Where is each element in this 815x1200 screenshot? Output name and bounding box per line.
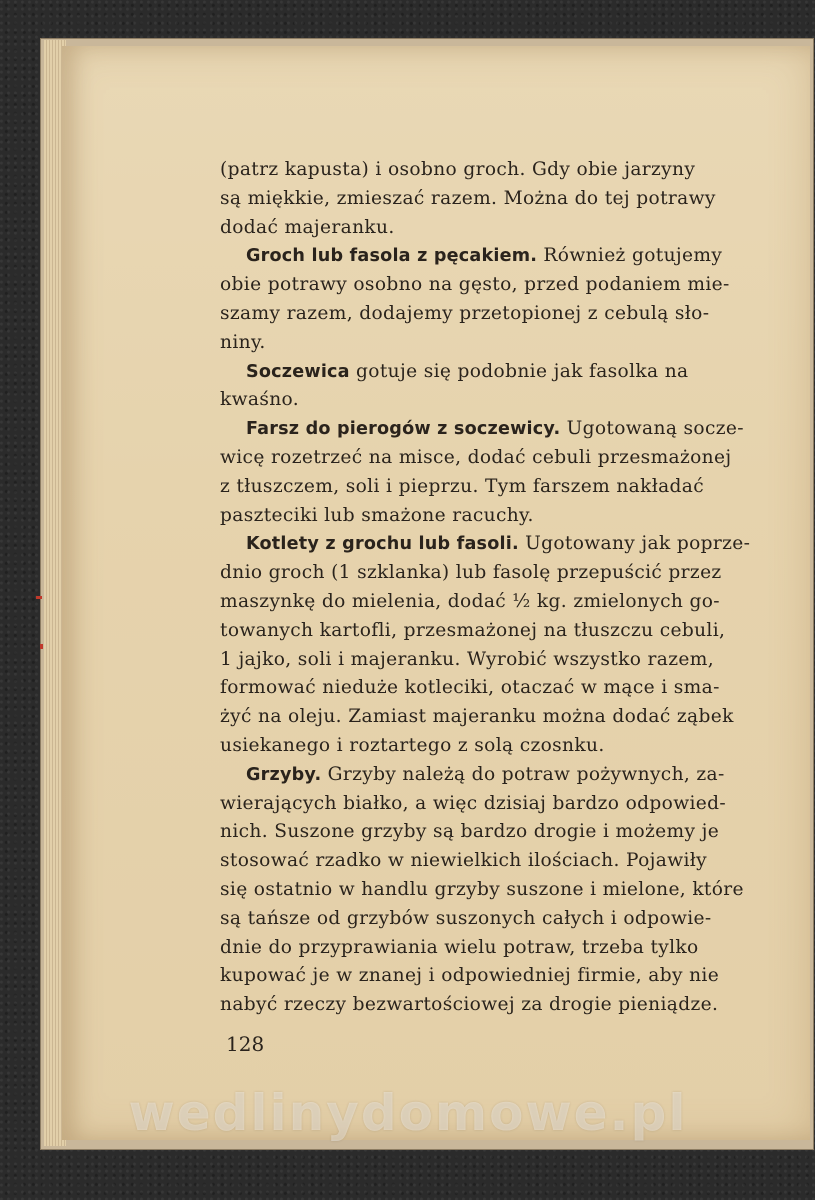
recipe-heading: Grzyby. (246, 764, 322, 785)
recipe-heading: Farsz do pierogów z soczewicy. (246, 419, 561, 440)
paragraph-farsz: Farsz do pierogów z soczewicy. Ugotowaną socze- wicę rozetrzeć na misce, dodać cebuli przesmażonej z tłuszczem, soli i pieprzu. Tym farszem nakładać paszteciki lub smażone racuchy. (220, 418, 744, 526)
recipe-heading: Kotlety z grochu lub fasoli. (246, 534, 519, 555)
red-ink-mark (36, 596, 42, 599)
page-text (220, 156, 776, 1020)
paragraph-grzyby: Grzyby. Grzyby należą do potraw pożywnych, za- wierających białko, a więc dzisiaj bardzo odpowied- nich. Suszone grzyby są bardzo drogie i możemy je stosować rzadko w niewielkich ilościach. Pojawiły się ostatnio w handlu grzyby suszone i mielone, które są tańsze od grzybów suszonych całych i odpowie- dnie do przyprawiania wielu potraw, trzeba tylko kupować je w znanej i odpowiedniej firmie, aby nie nabyć rzeczy bezwartościowej za drogie pieniądze. (220, 763, 744, 1016)
paragraph-soczewica: Soczewica gotuje się podobnie jak fasolka na kwaśno. (220, 360, 689, 411)
paragraph-kotlety: Kotlety z grochu lub fasoli. Ugotowany jak poprze- dnio groch (1 szklanka) lub fasolę przepuścić przez maszynkę do mielenia, dodać ½ kg. zmielonych go- towanych kartofli, przesmażonej na tłuszczu cebuli, 1 jajko, soli i majeranku. Wyrobić wszystko razem, formować nieduże kotleciki, otaczać w mące i sma- żyć na oleju. Zamiast majeranku można dodać ząbek usiekanego i roztartego z solą czosnku. (220, 533, 751, 756)
recipe-heading: Soczewica (246, 361, 350, 382)
red-ink-mark (40, 644, 43, 649)
paragraph-intro: (patrz kapusta) i osobno groch. Gdy obie jarzyny są miękkie, zmieszać razem. Można do tej potrawy dodać majeranku. (220, 159, 716, 238)
page-number: 128 (226, 1032, 265, 1056)
site-watermark: wedlinydomowe.pl (128, 1084, 688, 1142)
paragraph-groch-fasola: Groch lub fasola z pęcakiem. Również gotujemy obie potrawy osobno na gęsto, przed podaniem mie- szamy razem, dodajemy przetopionej z cebulą sło- niny. (220, 245, 730, 353)
recipe-heading: Groch lub fasola z pęcakiem. (246, 246, 538, 267)
